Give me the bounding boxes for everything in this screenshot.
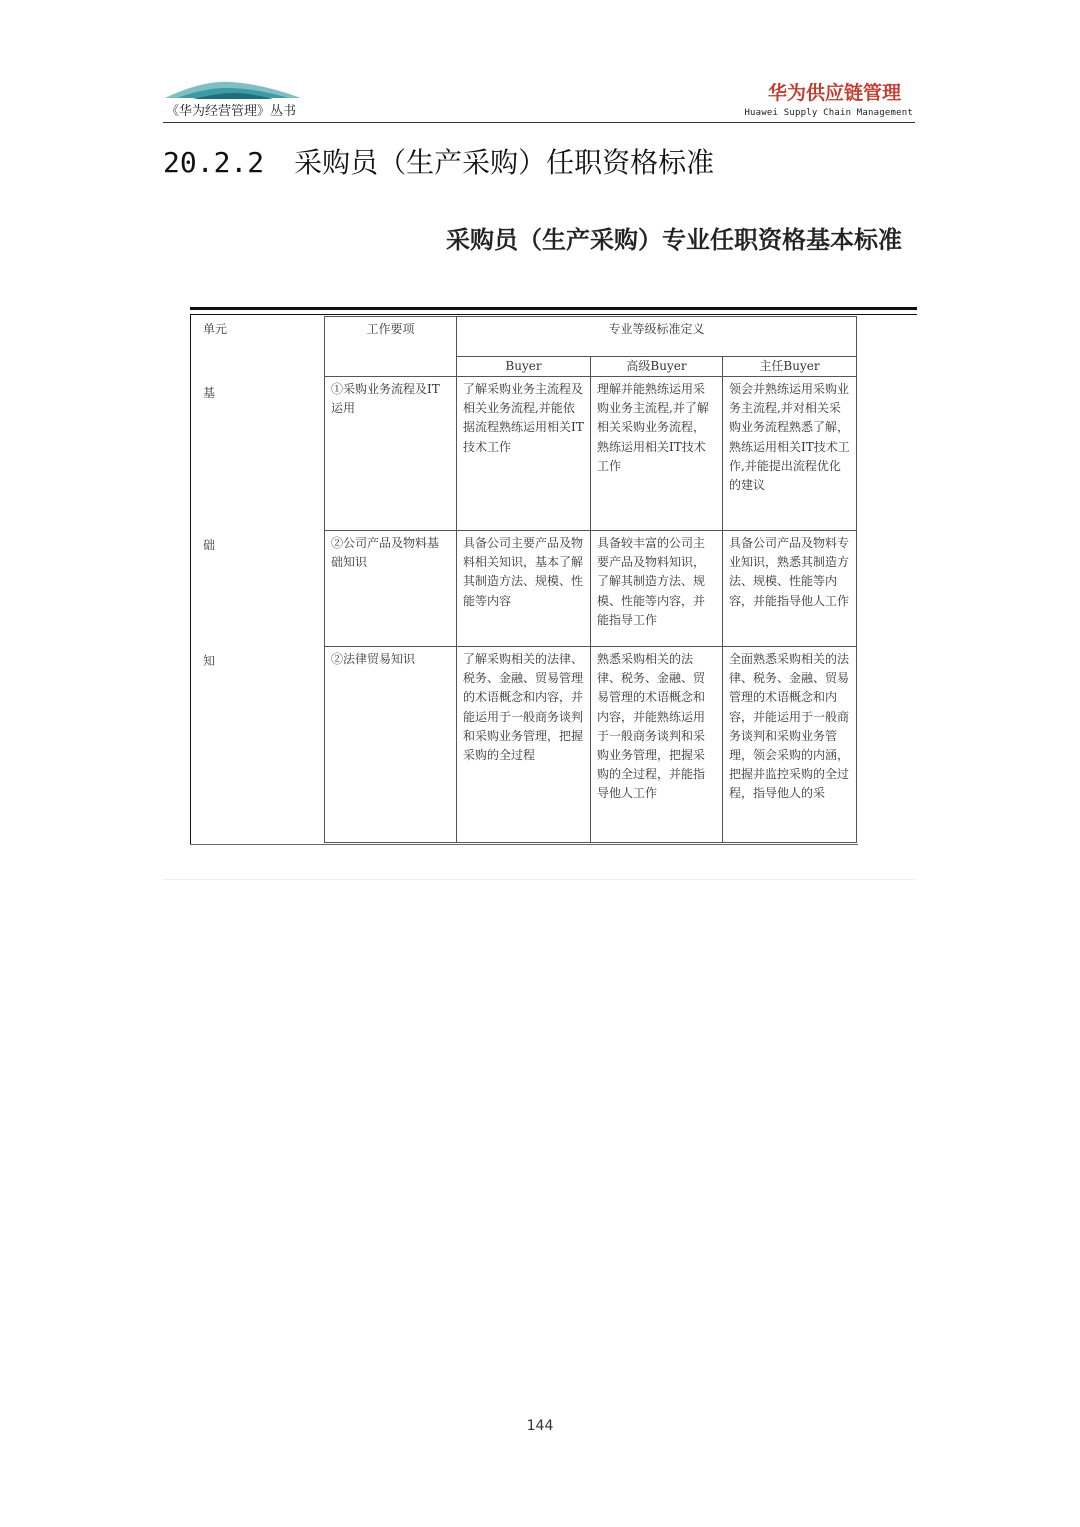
table-row — [325, 531, 857, 647]
row-cell-buyer: 了解采购业务主流程及相关业务流程,并能依据流程熟练运用相关IT技术工作 — [457, 377, 591, 531]
page-number: 144 — [526, 1418, 554, 1434]
row-cell-buyer: 了解采购相关的法律、税务、金融、贸易管理的术语概念和内容，并能运用于一般商务谈判和采购业务管理，把握采购的全过程 — [457, 647, 591, 843]
level-chief-buyer: 主任Buyer — [723, 357, 857, 377]
image-bottom-edge — [163, 879, 915, 880]
qualification-standard-table — [324, 316, 857, 843]
row-cell-chief: 全面熟悉采购相关的法律、税务、金融、贸易管理的术语概念和内容，并能运用于一般商务谈判和采购业务管理，领会采购的内涵，把握并监控采购的全过程，指导他人的采 — [723, 647, 857, 843]
table-top-rule-thin — [190, 314, 917, 315]
unit-char: 基 — [203, 386, 216, 400]
page-header — [163, 70, 915, 124]
table-bottom-rule — [190, 844, 858, 845]
unit-char: 知 — [203, 654, 216, 668]
row-cell-senior: 熟悉采购相关的法律、税务、金融、贸易管理的术语概念和内容，并能熟练运用于一般商务谈判和采购业务管理，把握采购的全过程，并能指导他人工作 — [591, 647, 723, 843]
table-top-rule-thick — [190, 307, 917, 310]
row-cell-chief: 领会并熟练运用采购业务主流程,并对相关采购业务流程熟悉了解，熟练运用相关IT技术工作,并能提出流程优化的建议 — [723, 377, 857, 531]
level-buyer: Buyer — [457, 357, 591, 377]
book-series-label: 《华为经营管理》丛书 — [166, 104, 297, 119]
row-item: ②法律贸易知识 — [325, 647, 457, 843]
brand-title: 华为供应链管理 — [767, 82, 901, 104]
row-item: ②公司产品及物料基础知识 — [325, 531, 457, 647]
row-cell-senior: 理解并能熟练运用采购业务主流程,并了解相关采购业务流程，熟练运用相关IT技术工作 — [591, 377, 723, 531]
unit-char: 础 — [203, 538, 216, 552]
level-senior-buyer: 高级Buyer — [591, 357, 723, 377]
table-header-row — [325, 317, 857, 357]
table-left-rule — [190, 315, 191, 845]
table-row — [325, 377, 857, 531]
section-heading — [163, 141, 714, 181]
row-cell-buyer: 具备公司主要产品及物料相关知识，基本了解其制造方法、规模、性能等内容 — [457, 531, 591, 647]
header-level-definition: 专业等级标准定义 — [457, 317, 857, 357]
row-item: ①采购业务流程及IT运用 — [325, 377, 457, 531]
brand-subtitle: Huawei Supply Chain Management — [744, 108, 913, 118]
header-divider — [163, 122, 915, 123]
row-cell-senior: 具备较丰富的公司主要产品及物料知识，了解其制造方法、规模、性能等内容，并能指导工作 — [591, 531, 723, 647]
table-caption: 采购员（生产采购）专业任职资格基本标准 — [446, 226, 902, 254]
section-number: 20.2.2 — [163, 146, 265, 179]
row-cell-chief: 具备公司产品及物料专业知识，熟悉其制造方法、规模、性能等内容，并能指导他人工作 — [723, 531, 857, 647]
table-row — [325, 647, 857, 843]
unit-header: 单元 — [203, 322, 228, 336]
section-title-text: 采购员（生产采购）任职资格标准 — [294, 146, 715, 179]
header-work-item: 工作要项 — [325, 317, 457, 377]
